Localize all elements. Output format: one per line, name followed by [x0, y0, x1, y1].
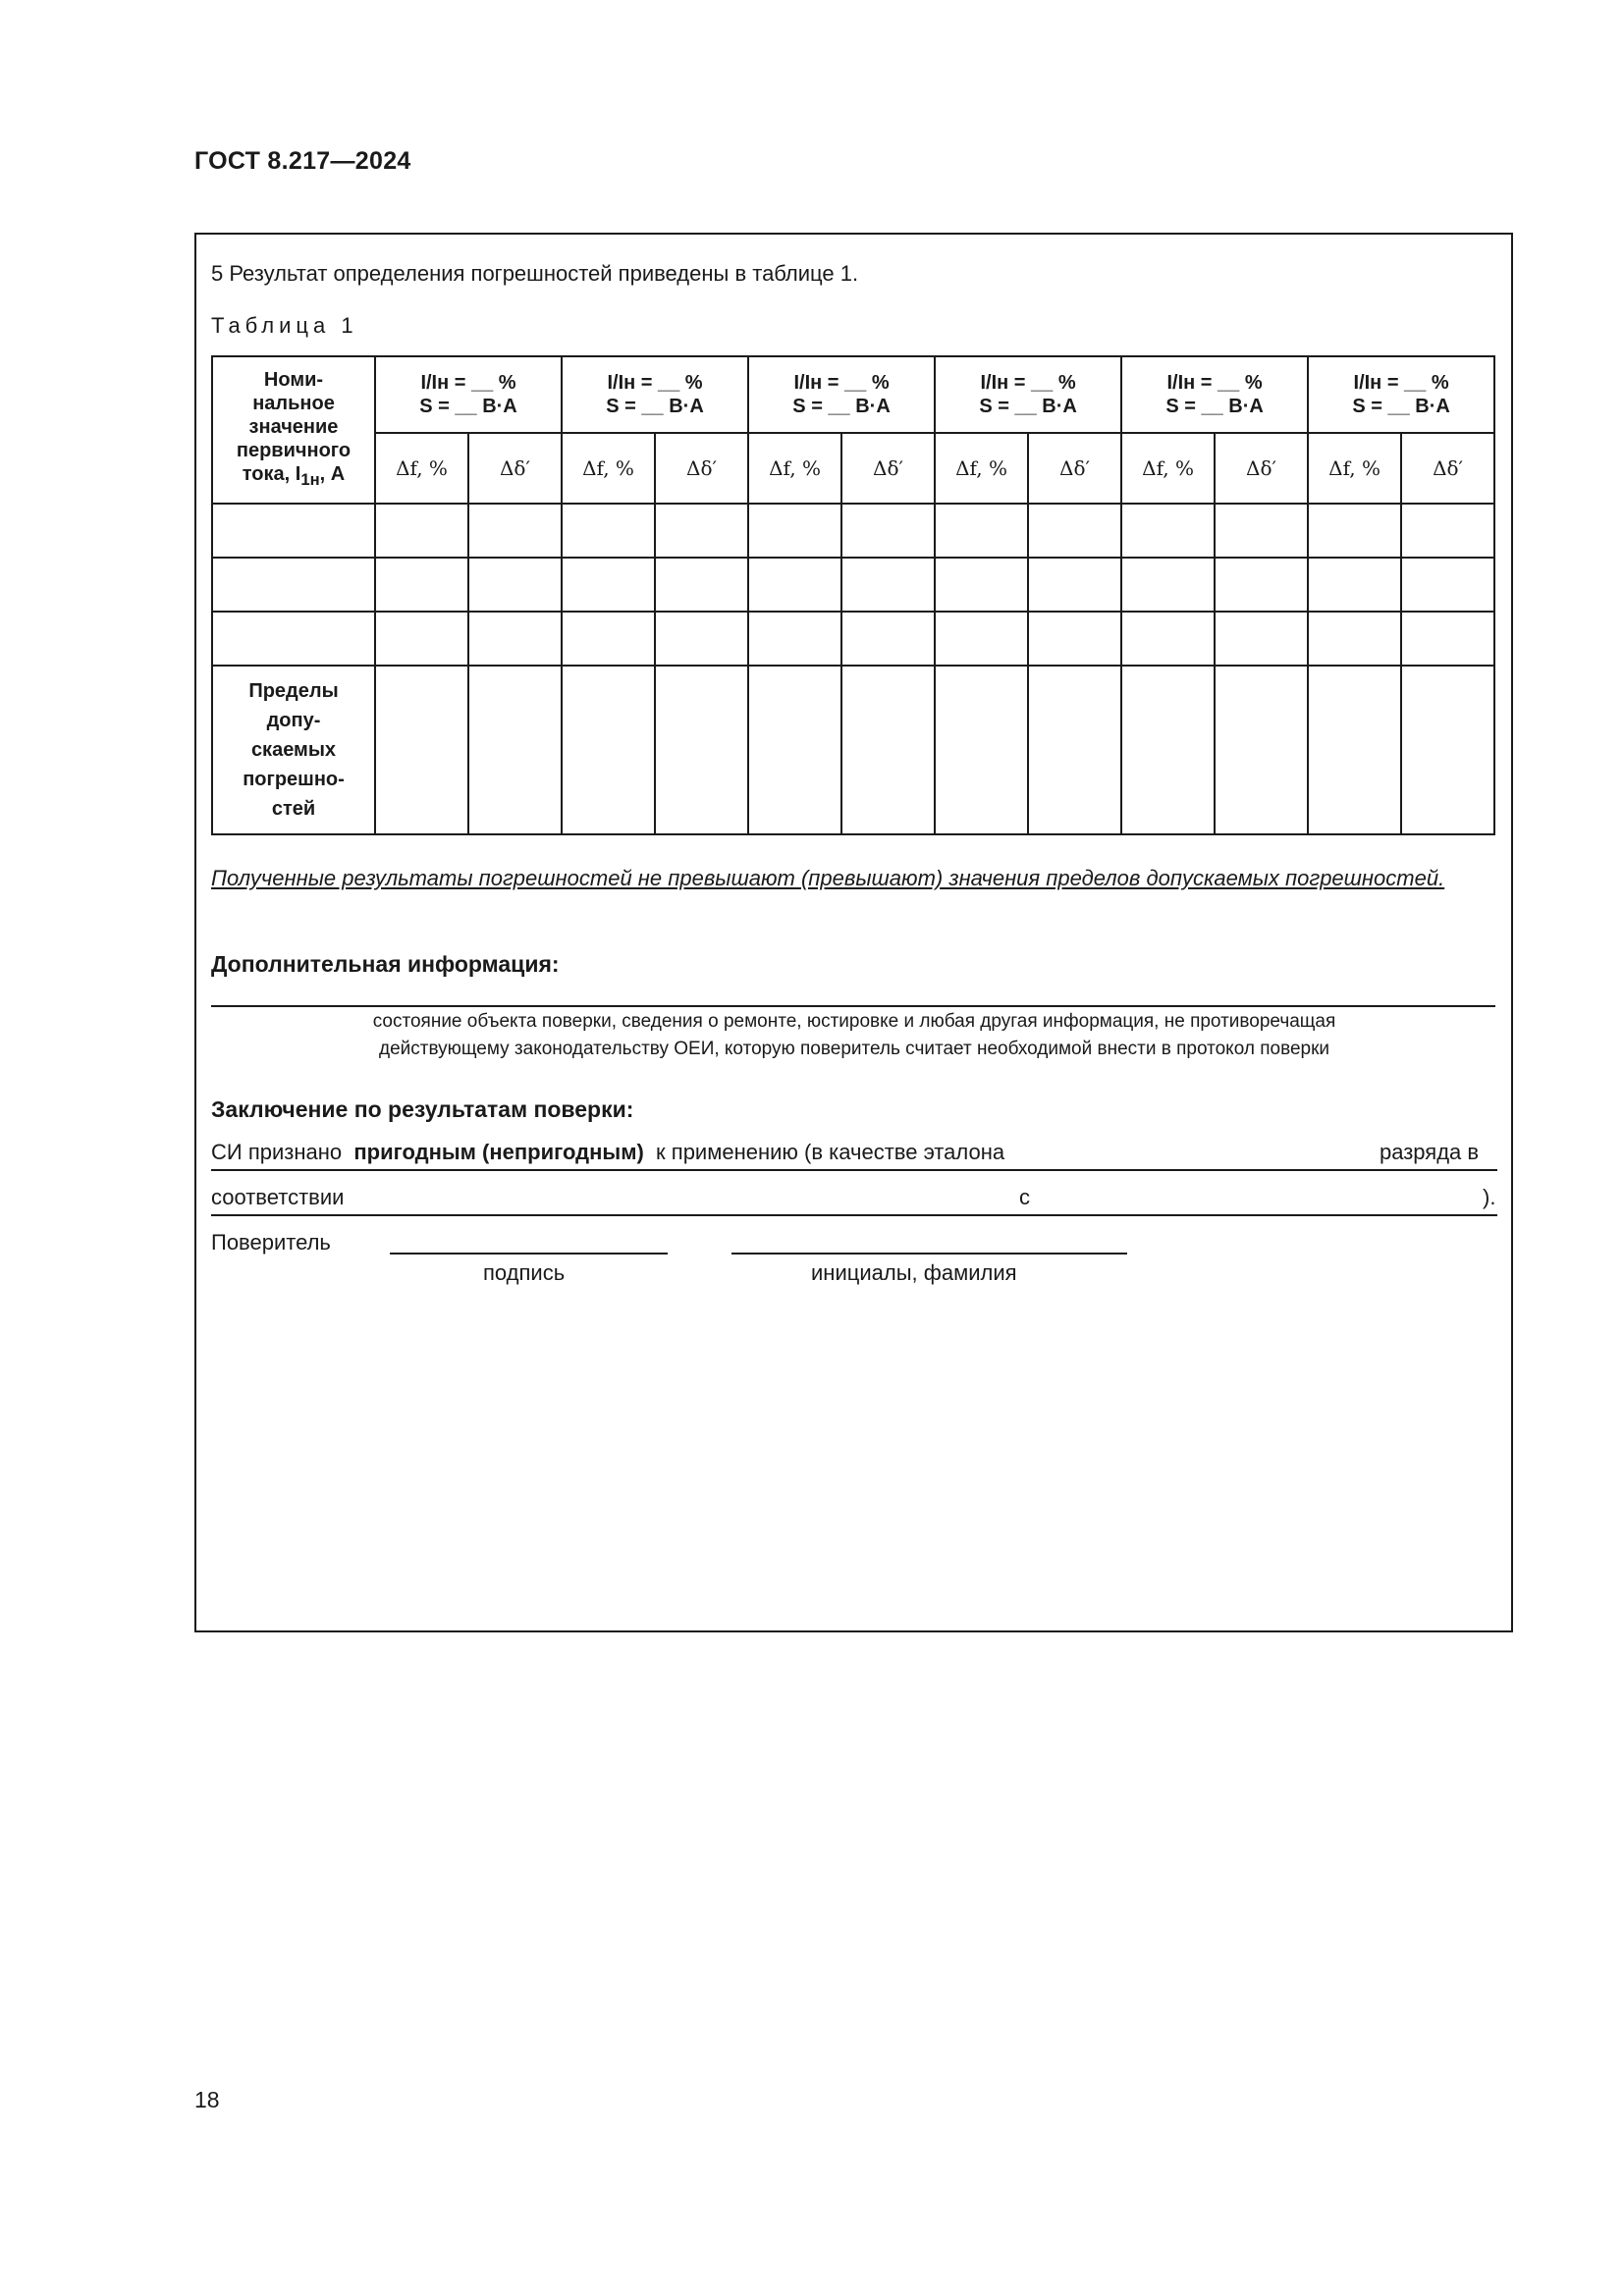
- compliance-with: с: [1019, 1185, 1030, 1209]
- group-header: I/Iн = __ % S = __ В·А: [562, 356, 748, 433]
- table-cell[interactable]: [562, 666, 655, 834]
- subheader-df: Δf, %: [748, 433, 841, 504]
- table-cell[interactable]: [1308, 612, 1401, 666]
- subheader-df: Δf, %: [562, 433, 655, 504]
- table-cell[interactable]: [1401, 558, 1494, 612]
- table-cell[interactable]: [1028, 504, 1121, 558]
- additional-info-hint: состояние объекта поверки, сведения о ремонте, юстировке и любая другая информация, не противоречащая действующему законодательству ОЕИ, которую поверитель считает необходимой внести в протокол поверки: [372, 1011, 1336, 1059]
- table-cell[interactable]: [1028, 612, 1121, 666]
- compliance-label: соответствии: [211, 1185, 345, 1209]
- group-header: I/Iн = __ % S = __ В·А: [935, 356, 1121, 433]
- table-cell[interactable]: [562, 558, 655, 612]
- group-header: I/Iн = __ % S = __ В·А: [1121, 356, 1308, 433]
- table-cell[interactable]: [212, 612, 375, 666]
- table-cell[interactable]: [935, 558, 1028, 612]
- table-cell[interactable]: [468, 504, 562, 558]
- table-cell[interactable]: [1215, 504, 1308, 558]
- table-row: [212, 612, 1494, 666]
- table-cell[interactable]: [655, 558, 748, 612]
- subheader-df: Δf, %: [375, 433, 468, 504]
- subheader-df: Δf, %: [1121, 433, 1215, 504]
- table-cell[interactable]: [468, 612, 562, 666]
- table-cell[interactable]: [1401, 666, 1494, 834]
- additional-info-line[interactable]: [211, 1005, 1495, 1007]
- table-cell[interactable]: [1215, 666, 1308, 834]
- table-cell[interactable]: [655, 612, 748, 666]
- verdict-si-text: СИ признано пригодным (непригодным) к применению (в качестве эталона: [211, 1140, 1005, 1164]
- limits-label: Пределы допу- скаемых погрешно- стей: [212, 666, 375, 834]
- table-cell[interactable]: [748, 558, 841, 612]
- table-cell[interactable]: [468, 558, 562, 612]
- table-cell[interactable]: [375, 612, 468, 666]
- error-table: [211, 355, 1495, 835]
- table-subheader-row: [212, 433, 1494, 504]
- subheader-dd: Δδ′: [468, 433, 562, 504]
- table-cell[interactable]: [1215, 612, 1308, 666]
- table-caption: Таблица 1: [211, 313, 358, 338]
- subheader-dd: Δδ′: [841, 433, 935, 504]
- initials-label: инициалы, фамилия: [811, 1260, 1017, 1285]
- group-header: I/Iн = __ % S = __ В·А: [375, 356, 562, 433]
- table-cell[interactable]: [1028, 558, 1121, 612]
- table-cell[interactable]: [1401, 612, 1494, 666]
- table-cell[interactable]: [1028, 666, 1121, 834]
- table-cell[interactable]: [212, 504, 375, 558]
- verdict-grade-text: разряда в: [1380, 1140, 1480, 1164]
- additional-info-title: Дополнительная информация:: [211, 951, 560, 977]
- results-intro: 5 Результат определения погрешностей приведены в таблице 1.: [211, 261, 859, 286]
- table-cell[interactable]: [841, 666, 935, 834]
- table-cell[interactable]: [1121, 504, 1215, 558]
- table-cell[interactable]: [1215, 558, 1308, 612]
- table-cell[interactable]: [375, 666, 468, 834]
- table-cell[interactable]: [1308, 504, 1401, 558]
- table-cell[interactable]: [748, 612, 841, 666]
- table-cell[interactable]: [468, 666, 562, 834]
- group-header: I/Iн = __ % S = __ В·А: [1308, 356, 1494, 433]
- subheader-dd: Δδ′: [1028, 433, 1121, 504]
- table-cell[interactable]: [1308, 666, 1401, 834]
- table-cell[interactable]: [935, 666, 1028, 834]
- table-cell[interactable]: [655, 504, 748, 558]
- table-cell[interactable]: [212, 558, 375, 612]
- initials-line[interactable]: [731, 1253, 1127, 1255]
- signature-label: подпись: [483, 1260, 566, 1285]
- table-cell[interactable]: [935, 504, 1028, 558]
- table-cell[interactable]: [655, 666, 748, 834]
- table-cell[interactable]: [375, 558, 468, 612]
- verdict-title: Заключение по результатам поверки:: [211, 1096, 634, 1122]
- page-number: 18: [194, 2087, 220, 2112]
- table-cell[interactable]: [1121, 558, 1215, 612]
- table-cell[interactable]: [841, 558, 935, 612]
- results-conclusion: Полученные результаты погрешностей не превышают (превышают) значения пределов допускаемых погрешностей.: [211, 866, 1445, 890]
- verdict-si-underline: [211, 1169, 1497, 1171]
- subheader-dd: Δδ′: [1401, 433, 1494, 504]
- subheader-df: Δf, %: [1308, 433, 1401, 504]
- table-row: [212, 558, 1494, 612]
- group-header: I/Iн = __ % S = __ В·А: [748, 356, 935, 433]
- table-cell[interactable]: [935, 612, 1028, 666]
- table-cell[interactable]: [748, 666, 841, 834]
- verifier-label: Поверитель: [211, 1230, 331, 1255]
- limits-row: [212, 666, 1494, 834]
- table-cell[interactable]: [562, 612, 655, 666]
- document-header: ГОСТ 8.217—2024: [194, 147, 411, 175]
- table-cell[interactable]: [1308, 558, 1401, 612]
- table-header-row: [212, 356, 1494, 433]
- compliance-line[interactable]: [211, 1214, 1497, 1216]
- protocol-frame: [194, 233, 1513, 1632]
- table-cell[interactable]: [1401, 504, 1494, 558]
- row-header-nominal-current: Номи- нальное значение первичного тока, $I_{1н}$, А: [212, 356, 375, 504]
- table-cell[interactable]: [1121, 612, 1215, 666]
- table-row: [212, 504, 1494, 558]
- signature-line[interactable]: [390, 1253, 668, 1255]
- table-cell[interactable]: [375, 504, 468, 558]
- subheader-dd: Δδ′: [655, 433, 748, 504]
- table-cell[interactable]: [841, 612, 935, 666]
- compliance-close: ).: [1483, 1185, 1496, 1209]
- table-cell[interactable]: [562, 504, 655, 558]
- subheader-dd: Δδ′: [1215, 433, 1308, 504]
- table-cell[interactable]: [841, 504, 935, 558]
- table-cell[interactable]: [748, 504, 841, 558]
- table-cell[interactable]: [1121, 666, 1215, 834]
- subheader-df: Δf, %: [935, 433, 1028, 504]
